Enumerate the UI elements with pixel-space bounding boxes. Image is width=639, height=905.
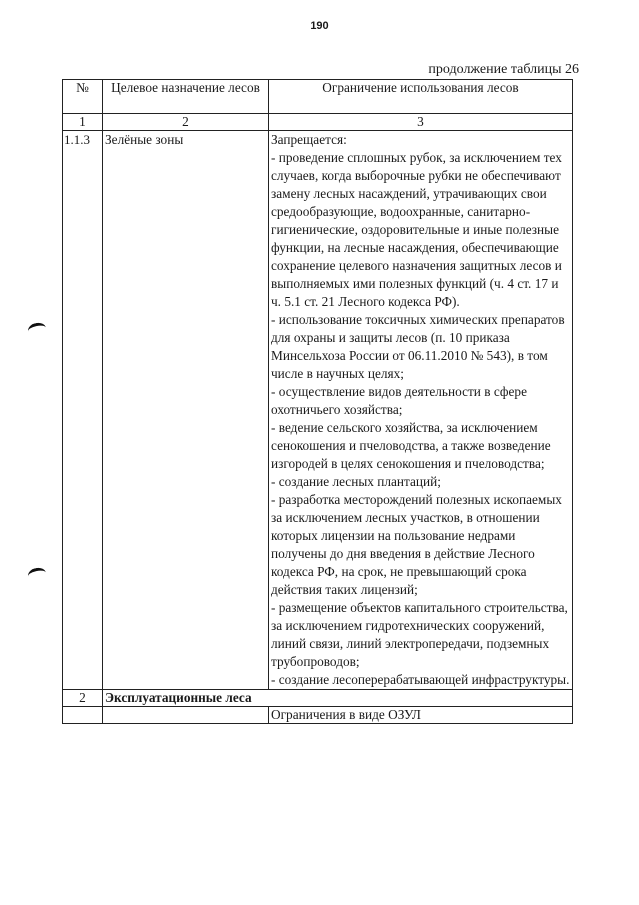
row-restrictions <box>269 131 573 690</box>
restriction-item: - проведение сплошных рубок, за исключением тех случаев, когда выборочные рубки не обеспечивают замену лесных насаждений, утрачивающих свои средообразующие, водоохранные, санитарно-гигиенические, оздоровительные и иные полезные функции, на лесные насаждения, обеспечивающие сохранение целевого назначения защитных лесов и выполняемых ими полезных функций (ч. 4 ст. 17 и ч. 5.1 ст. 21 Лесного кодекса РФ). <box>271 150 562 309</box>
restriction-intro: Запрещается: <box>271 132 347 147</box>
table-row-green-zones <box>63 131 573 690</box>
column-number-3: 3 <box>269 114 573 131</box>
section-number: 2 <box>63 690 103 707</box>
row-restriction: Ограничения в виде ОЗУЛ <box>269 707 573 724</box>
column-number-1: 1 <box>63 114 103 131</box>
row-purpose: Зелёные зоны <box>103 131 269 690</box>
header-purpose: Целевое назначение лесов <box>103 80 269 114</box>
restriction-item: - ведение сельского хозяйства, за исключением сенокошения и пчеловодства, а также возведение изгородей в целях сенокошения и пчеловодства; <box>271 420 551 471</box>
table-row-ozul <box>63 707 573 724</box>
column-number-row <box>63 114 573 131</box>
binder-hole-mark <box>27 566 47 582</box>
row-purpose <box>103 707 269 724</box>
restrictions-table <box>62 79 573 724</box>
section-title: Эксплуатационные леса <box>103 690 573 707</box>
restriction-item: - размещение объектов капитального строительства, за исключением гидротехнических сооружений, линий связи, линий электропередачи, подземных трубопроводов; <box>271 600 568 669</box>
header-restriction: Ограничение использования лесов <box>269 80 573 114</box>
restriction-item: - создание лесных плантаций; <box>271 474 441 489</box>
restriction-item: - использование токсичных химических препаратов для охраны и защиты лесов (п. 10 приказа Минсельхоза России от 06.11.2010 № 543), в том числе в научных целях; <box>271 312 565 381</box>
header-number: № <box>63 80 103 114</box>
table-row-section-exploitation <box>63 690 573 707</box>
table-continuation-label: продолжение таблицы 26 <box>428 62 579 77</box>
binder-hole-mark <box>27 321 47 337</box>
table-header-row <box>63 80 573 114</box>
page-number: 190 <box>310 20 329 32</box>
row-number <box>63 707 103 724</box>
restriction-item: - создание лесоперерабатывающей инфраструктуры. <box>271 672 570 687</box>
restriction-item: - осуществление видов деятельности в сфере охотничьего хозяйства; <box>271 384 527 417</box>
restriction-item: - разработка месторождений полезных ископаемых за исключением лесных участков, в отношении которых лицензии на пользование недрами получены до дня введения в действие Лесного кодекса РФ, на срок, не превышающий срока действия таких лицензий; <box>271 492 562 597</box>
column-number-2: 2 <box>103 114 269 131</box>
row-number: 1.1.3 <box>63 131 103 690</box>
